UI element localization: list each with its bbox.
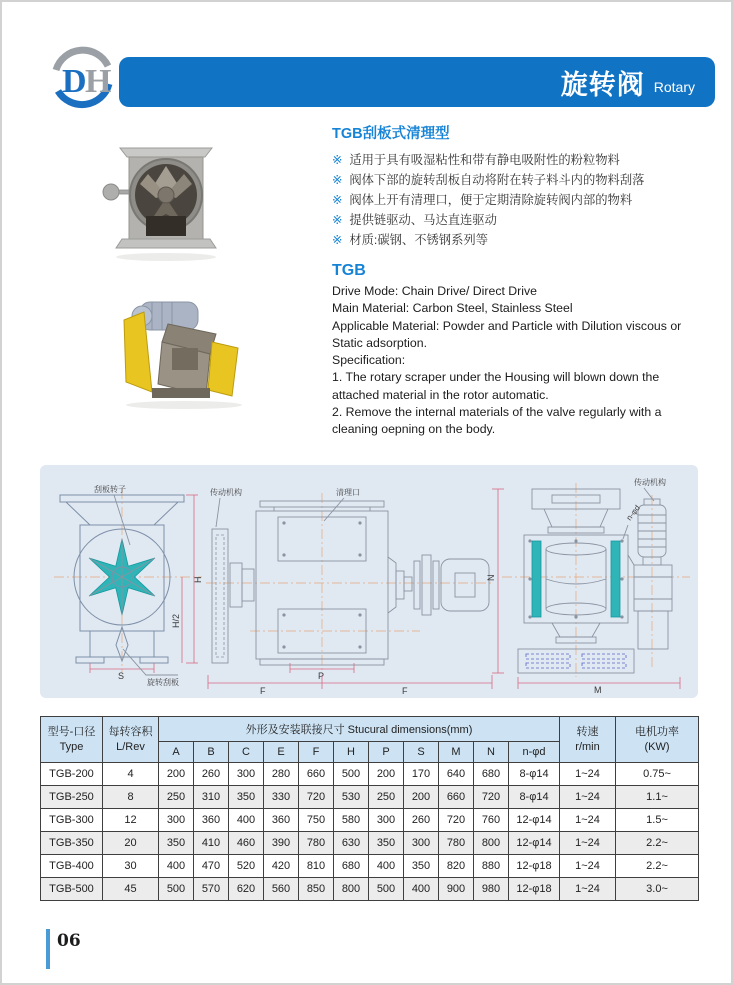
page-number: 06 [57,931,81,951]
table-cell: 350 [404,855,439,878]
table-cell: 360 [264,809,299,832]
table-row [41,763,699,786]
spec-table-body [41,763,699,901]
spec-line: Drive Mode: Chain Drive/ Direct Drive [332,284,538,298]
table-cell: 2.2~ [616,855,699,878]
table-cell: 500 [159,878,194,901]
table-cell: 500 [369,878,404,901]
table-cell: 12-φ18 [509,878,560,901]
table-cell: 580 [334,809,369,832]
callout-rotor: 刮板转子 [94,485,126,494]
page-number-bar [46,929,50,969]
dim-col-f: F [299,742,334,763]
dim-col-h: H [334,742,369,763]
feature-text: 提供链驱动、马达直连驱动 [349,213,497,227]
table-cell: 310 [194,786,229,809]
table-cell: 460 [229,832,264,855]
table-cell: 350 [229,786,264,809]
table-cell: 660 [299,763,334,786]
table-cell: 200 [369,763,404,786]
table-cell: 1~24 [560,763,616,786]
table-cell: 400 [404,878,439,901]
table-cell: 980 [474,878,509,901]
logo-letter-d: D [62,63,87,100]
table-cell: 45 [103,878,159,901]
table-cell: 880 [474,855,509,878]
callout-drive: 传动机构 [210,488,242,497]
dim-label-f-left: F [260,686,266,696]
table-cell: TGB-300 [41,809,103,832]
table-cell: 330 [264,786,299,809]
table-cell: TGB-400 [41,855,103,878]
table-cell: 350 [369,832,404,855]
table-cell: 20 [103,832,159,855]
feature-text: 阀体上开有清理口，便于定期清除旋转阀内部的物料 [349,193,633,207]
table-cell: 800 [334,878,369,901]
table-cell: 620 [229,878,264,901]
table-cell: 400 [369,855,404,878]
table-cell: 1~24 [560,786,616,809]
feature-list [332,150,720,250]
table-cell: 0.75~ [616,763,699,786]
table-cell: TGB-250 [41,786,103,809]
table-cell: 780 [299,832,334,855]
col-header-volume-cn: 每转容积 [108,725,153,738]
table-cell: 810 [299,855,334,878]
table-cell: 8-φ14 [509,763,560,786]
banner-title-cn: 旋转阀 [560,69,645,100]
table-cell: 12 [103,809,159,832]
table-cell: 170 [404,763,439,786]
callout-clean-port: 清理口 [336,488,360,497]
feature-text: 阀体下部的旋转刮板自动将附在转子料斗内的物料刮落 [349,173,645,187]
spec-line: 2. Remove the internal materials of the valve regularly with a [332,405,662,420]
dim-col-b: B [194,742,229,763]
bullet-marker: ※ [332,173,343,187]
table-cell: 780 [439,832,474,855]
spec-line: 1. The rotary scraper under the Housing will blown down the [332,370,660,385]
table-cell: 400 [229,809,264,832]
table-cell: 350 [159,832,194,855]
logo-letter-h: H [85,63,112,100]
dim-label-s: S [118,671,125,681]
table-cell: TGB-200 [41,763,103,786]
table-cell: 410 [194,832,229,855]
en-section-title: TGB [332,262,366,279]
dim-col-m: M [439,742,474,763]
table-cell: 12-φ14 [509,809,560,832]
col-header-speed [560,717,616,763]
dim-label-p: P [318,671,325,681]
table-cell: 260 [404,809,439,832]
table-cell: 1~24 [560,878,616,901]
col-header-type-en: Type [59,740,84,753]
table-cell: 560 [264,878,299,901]
dim-col-e: E [264,742,299,763]
dim-label-h: H [193,576,203,583]
table-cell: 250 [159,786,194,809]
table-cell: 530 [334,786,369,809]
table-cell: 570 [194,878,229,901]
table-cell: 720 [299,786,334,809]
table-cell: 300 [369,809,404,832]
col-header-volume [103,717,159,763]
table-cell: 280 [264,763,299,786]
spec-line: Applicable Material: Powder and Particle with Dilution viscous or [332,318,682,333]
feature-item [332,150,720,170]
bullet-marker: ※ [332,233,343,247]
table-cell: 800 [474,832,509,855]
table-cell: 720 [474,786,509,809]
table-cell: 520 [229,855,264,878]
table-cell: 8-φ14 [509,786,560,809]
description-column [332,122,720,439]
table-cell: 680 [334,855,369,878]
col-header-speed-en: r/min [575,740,600,753]
cn-section-title: TGB刮板式清理型 [332,126,450,142]
col-header-power-cn: 电机功率 [635,725,680,738]
feature-item [332,170,720,190]
dim-col-nphid: n-φd [509,742,560,763]
bullet-marker: ※ [332,193,343,207]
feature-item [332,230,720,250]
table-cell: 470 [194,855,229,878]
front-view-drawing [54,484,203,687]
callout-drive-right: 传动机构 [634,478,666,487]
bullet-marker: ※ [332,213,343,227]
col-header-dimensions-span: 外形及安装联接尺寸 Stucural dimensions(mm) [159,717,560,742]
table-cell: 640 [439,763,474,786]
dim-label-h-half: H/2 [171,613,181,628]
table-cell: 420 [264,855,299,878]
dim-col-c: C [229,742,264,763]
table-cell: TGB-350 [41,832,103,855]
spec-line: Main Material: Carbon Steel, Stainless Steel [332,301,573,316]
spec-line: Static adsorption. [332,335,428,350]
table-row [41,809,699,832]
table-cell: 300 [404,832,439,855]
table-cell: 1~24 [560,855,616,878]
seal-bar-right [611,541,620,617]
dim-col-p: P [369,742,404,763]
table-cell: 1~24 [560,809,616,832]
col-header-volume-en: L/Rev [116,740,145,753]
feature-text: 适用于具有吸湿粘性和带有静电吸附性的粉粒物料 [349,153,620,167]
table-cell: 900 [439,878,474,901]
spec-line: Specification: [332,353,406,368]
col-header-speed-cn: 转速 [576,725,599,738]
table-cell: 500 [334,763,369,786]
table-cell: 200 [404,786,439,809]
table-cell: 360 [194,809,229,832]
dim-col-a: A [159,742,194,763]
table-cell: 680 [474,763,509,786]
col-header-type [41,717,103,763]
dh-logo [48,44,116,112]
dim-col-n: N [474,742,509,763]
dim-label-f-right: F [402,686,408,696]
spec-paragraph [332,283,720,439]
product-photo-stainless-valve [102,140,228,264]
seal-bar-left [532,541,541,617]
table-cell: 1.1~ [616,786,699,809]
banner-title-en: Rotary [653,79,695,95]
section-banner [119,57,715,107]
table-cell: 3.0~ [616,878,699,901]
table-cell: 300 [229,763,264,786]
spec-line: attached material in the rotor automatic. [332,387,549,402]
table-cell: 720 [439,809,474,832]
technical-drawing [40,465,698,698]
feature-item [332,190,720,210]
dim-label-m: M [594,685,602,695]
table-cell: 260 [194,763,229,786]
table-cell: 250 [369,786,404,809]
bullet-marker: ※ [332,153,343,167]
col-header-power [616,717,699,763]
spec-table [40,716,699,901]
side-view-drawing [206,487,492,696]
table-cell: 660 [439,786,474,809]
end-view-drawing [486,477,690,695]
table-cell: 12-φ14 [509,832,560,855]
table-cell: 2.2~ [616,832,699,855]
table-cell: 820 [439,855,474,878]
spec-table-wrap [40,716,698,901]
table-row [41,855,699,878]
table-row [41,878,699,901]
callout-n-phi-d: n-φd [624,503,642,523]
table-cell: 4 [103,763,159,786]
technical-drawing-panel [40,465,698,698]
table-cell: 390 [264,832,299,855]
table-cell: 850 [299,878,334,901]
spec-line: cleaning oepning on the body. [332,422,496,437]
callout-scraper: 旋转刮板 [147,678,179,687]
feature-text: 材质:碳钢、不锈钢系列等 [349,233,488,247]
table-cell: 1~24 [560,832,616,855]
table-cell: 30 [103,855,159,878]
table-cell: 400 [159,855,194,878]
table-cell: 12-φ18 [509,855,560,878]
table-cell: TGB-500 [41,878,103,901]
col-header-type-cn: 型号-口径 [47,725,96,738]
dim-label-n: N [486,574,496,581]
table-cell: 1.5~ [616,809,699,832]
table-row [41,832,699,855]
feature-item [332,210,720,230]
col-header-power-en: (KW) [644,740,670,753]
table-cell: 750 [299,809,334,832]
table-cell: 8 [103,786,159,809]
dim-col-s: S [404,742,439,763]
product-photo-yellow-valve [112,290,254,412]
table-cell: 200 [159,763,194,786]
table-row [41,786,699,809]
table-cell: 300 [159,809,194,832]
table-cell: 760 [474,809,509,832]
table-cell: 630 [334,832,369,855]
